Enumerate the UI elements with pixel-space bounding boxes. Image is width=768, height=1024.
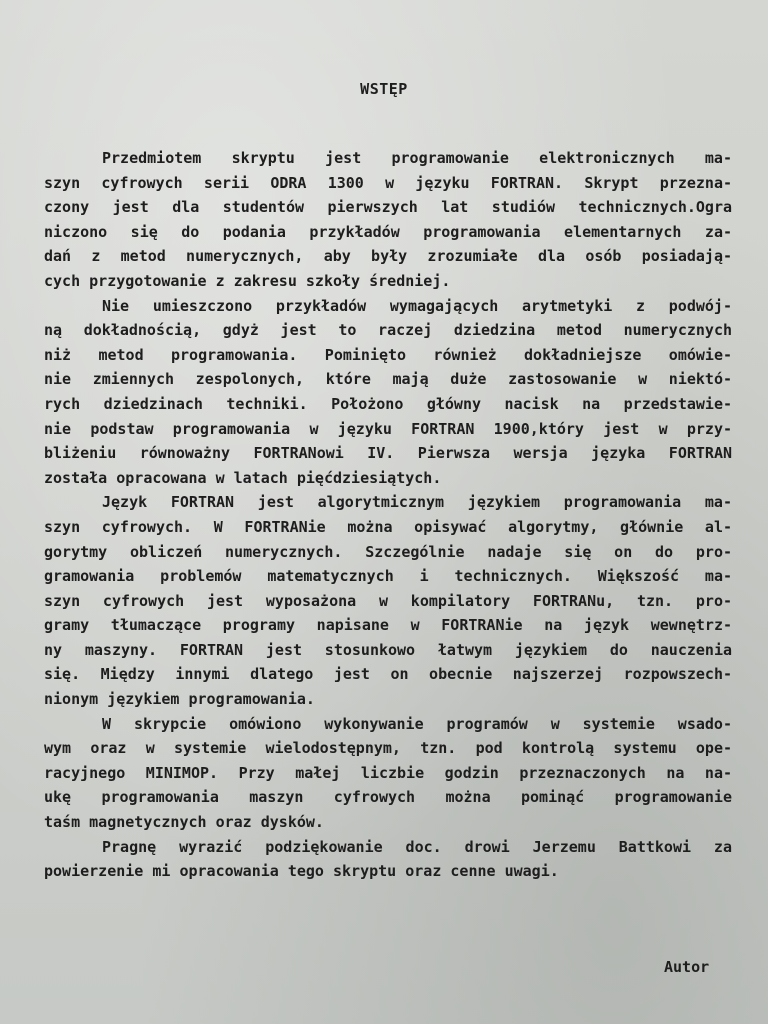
text-line: ną dokładnością, gdyż jest to raczej dziedzina metod numerycznych bbox=[44, 321, 732, 340]
text-line: szyn cyfrowych serii ODRA 1300 w języku FORTRAN. Skrypt przezna- bbox=[44, 173, 732, 192]
text-line: gramy tłumaczące programy napisane w FORTRANie na język wewnętrz- bbox=[44, 616, 732, 635]
text-line: wym oraz w systemie wielodostępnym, tzn. pod kontrolą systemu ope- bbox=[44, 739, 732, 758]
page-title: WSTĘP bbox=[360, 80, 408, 98]
text-line: taśm magnetycznych oraz dysków. bbox=[44, 813, 324, 832]
text-line: powierzenie mi opracowania tego skryptu oraz cenne uwagi. bbox=[44, 862, 559, 881]
text-line: racyjnego MINIMOP. Przy małej liczbie godzin przeznaczonych na na- bbox=[44, 763, 732, 782]
text-line: gorytmy obliczeń numerycznych. Szczególnie nadaje się on do pro- bbox=[44, 542, 732, 561]
text-line: nie podstaw programowania w języku FORTRAN 1900,który jest w przy- bbox=[44, 419, 732, 438]
text-line: rych dziedzinach techniki. Położono główny nacisk na przedstawie- bbox=[44, 394, 732, 413]
text-line: czony jest dla studentów pierwszych lat studiów technicznych.Ogra bbox=[44, 198, 732, 217]
text-line: ukę programowania maszyn cyfrowych można pominąć programowanie bbox=[44, 788, 732, 807]
text-line: Przedmiotem skryptu jest programowanie elektronicznych ma- bbox=[102, 149, 732, 167]
text-line: dań z metod numerycznych, aby były zrozumiałe dla osób posiadają- bbox=[44, 247, 732, 266]
text-line: niż metod programowania. Pominięto również dokładniejsze omówie- bbox=[44, 345, 732, 364]
text-line: niczono się do podania przykładów programowania elementarnych za- bbox=[44, 222, 732, 241]
paragraph bbox=[44, 146, 732, 294]
paragraph bbox=[44, 294, 732, 491]
text-line: nie zmiennych zespolonych, które mają duże zastosowanie w niektó- bbox=[44, 370, 732, 389]
text-line: została opracowana w latach pięćdziesiątych. bbox=[44, 468, 442, 487]
text-line: cych przygotowanie z zakresu szkoły średniej. bbox=[44, 271, 451, 290]
text-line: ny maszyny. FORTRAN jest stosunkowo łatwym językiem do nauczenia bbox=[44, 640, 732, 659]
text-line: bliżeniu równoważny FORTRANowi IV. Pierwsza wersja języka FORTRAN bbox=[44, 444, 732, 463]
text-line: Język FORTRAN jest algorytmicznym językiem programowania ma- bbox=[102, 493, 732, 512]
text-line: nionym językiem programowania. bbox=[44, 690, 315, 709]
paragraph bbox=[44, 490, 732, 711]
text-line: się. Między innymi dlatego jest on obecnie najszerzej rozpowszech- bbox=[44, 665, 732, 684]
text-line: Pragnę wyrazić podziękowanie doc. drowi Jerzemu Battkowi za bbox=[102, 837, 732, 856]
author-signature: Autor bbox=[664, 958, 710, 976]
paragraph bbox=[44, 712, 732, 835]
text-line: szyn cyfrowych. W FORTRANie można opisywać algorytmy, głównie al- bbox=[44, 517, 732, 536]
paragraph bbox=[44, 835, 732, 884]
text-line: Nie umieszczono przykładów wymagających arytmetyki z podwój- bbox=[102, 296, 732, 315]
text-line: gramowania problemów matematycznych i technicznych. Większość ma- bbox=[44, 567, 732, 586]
text-line: W skrypcie omówiono wykonywanie programów w systemie wsado- bbox=[102, 714, 732, 733]
document-body bbox=[44, 146, 732, 884]
text-line: szyn cyfrowych jest wyposażona w kompilatory FORTRANu, tzn. pro- bbox=[44, 591, 732, 610]
